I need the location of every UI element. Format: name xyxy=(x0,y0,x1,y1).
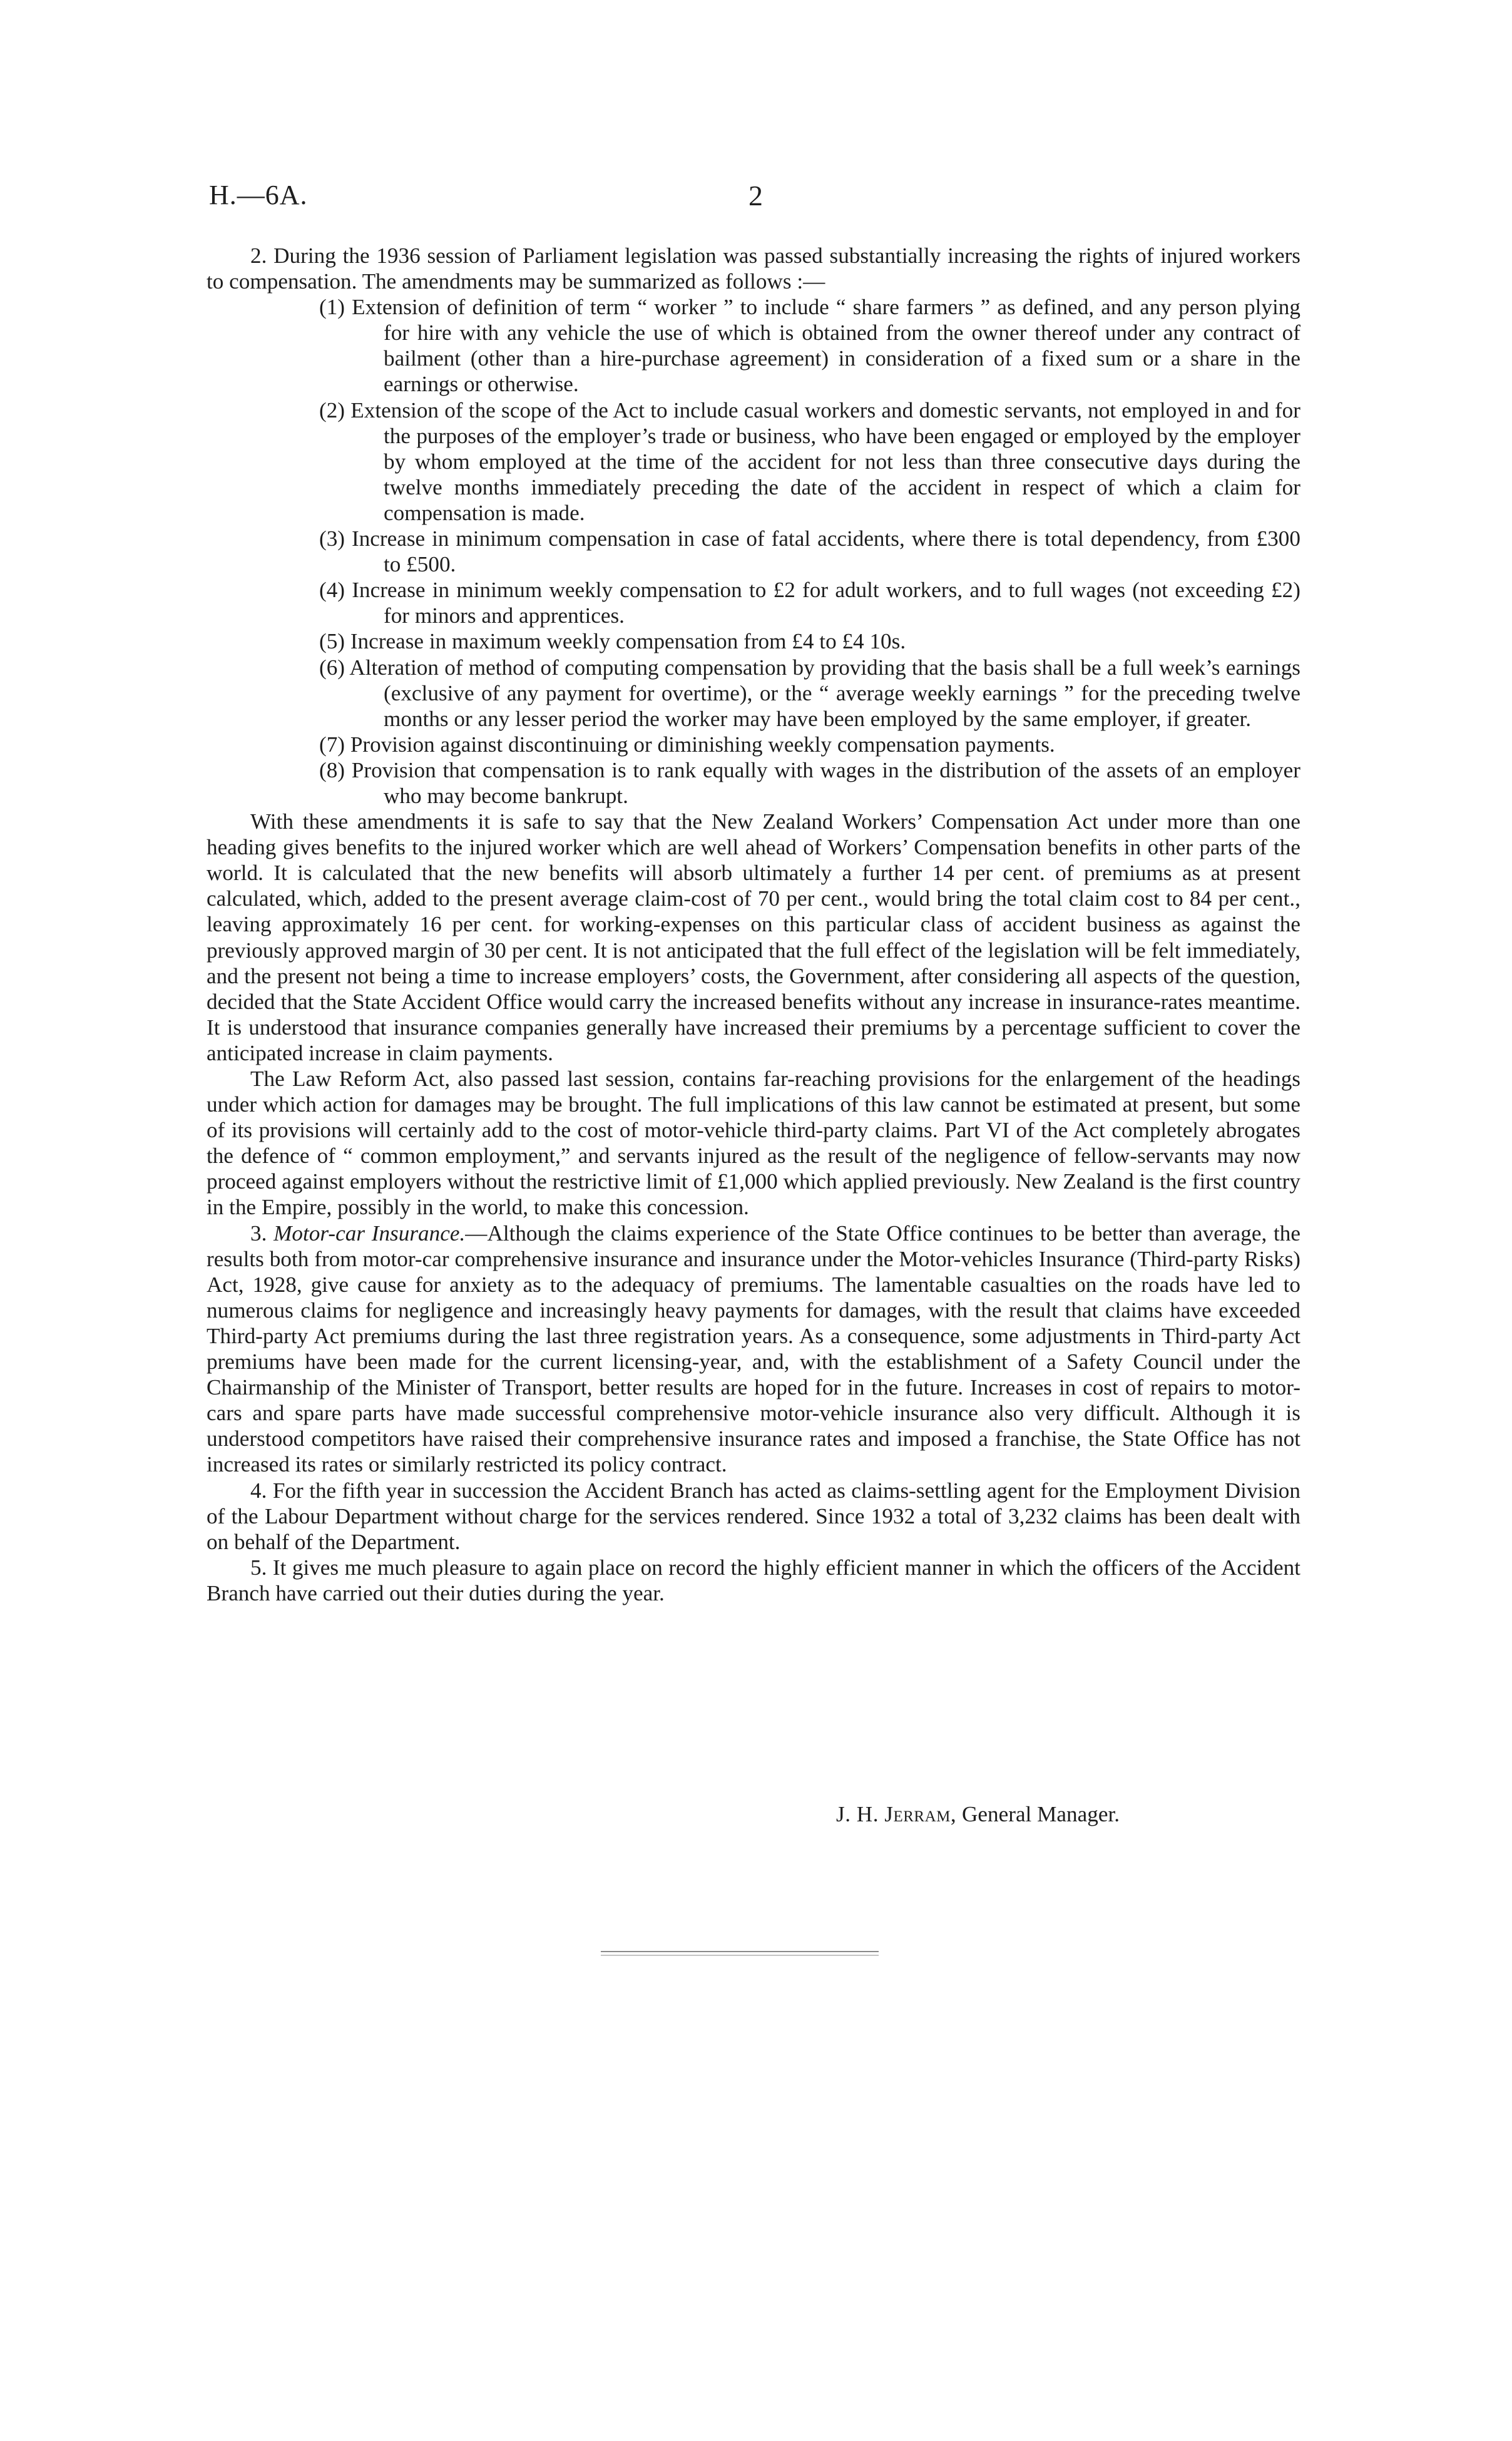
section-3-body: —Although the claims experience of the State Office continues to be better than average, the results both from motor-car comprehensive insurance and insurance under the Motor-vehicles Insurance (Third-party Risks) Act, 1928, give cause for anxiety as to the adequacy of premiums. The lamentable casualties on the roads have led to numerous claims for negligence and increasingly heavy payments for damages, with the result that claims have exceeded Third-party Act premiums during the last three registration years. As a consequence, some adjustments in Third-party Act premiums have been made for the current licensing-year, and, with the establishment of a Safety Council under the Chairmanship of the Minister of Transport, better results are hoped for in the future. Increases in cost of repairs to motor-cars and spare parts have made successful comprehensive motor-vehicle insurance also very difficult. Although it is understood competitors have raised their comprehensive insurance rates and imposed a franchise, the State Office has not increased its rates or similarly restricted its policy contract. xyxy=(207,1220,1300,1477)
end-rule-divider xyxy=(601,1951,879,1956)
amendment-item-3: (3) Increase in minimum compensation in case of fatal accidents, where there is total dependency, from £300 to £500. xyxy=(319,526,1300,577)
section-5-paragraph: 5. It gives me much pleasure to again place on record the highly efficient manner in which the officers of the Accident Branch have carried out their duties during the year. xyxy=(207,1555,1300,1605)
amendment-item-8: (8) Provision that compensation is to rank equally with wages in the distribution of the assets of an employer who may become bankrupt. xyxy=(319,757,1300,808)
document-body xyxy=(207,243,1300,1606)
amendment-item-1: (1) Extension of definition of term “ worker ” to include “ share farmers ” as defined, and any person plying for hire with any vehicle the use of which is obtained from the owner thereof under any contract of bailment (other than a hire-purchase agreement) in consideration of a fixed sum or a share in the earnings or otherwise. xyxy=(319,295,1300,397)
signatory-name: J. H. Jerram, xyxy=(836,1802,957,1826)
amendment-item-7: (7) Provision against discontinuing or diminishing weekly compensation payments. xyxy=(319,732,1055,757)
amendments-summary-paragraph: With these amendments it is safe to say that the New Zealand Workers’ Compensation Act under more than one heading gives benefits to the injured worker which are well ahead of Workers’ Compensation benefits in other parts of the world. It is calculated that the new benefits will absorb ultimately a further 14 per cent. of premiums as at present calculated, which, added to the present average claim-cost of 70 per cent., would bring the total claim cost to 84 per cent., leaving approximately 16 per cent. for working-expenses on this particular class of accident business as against the previously approved margin of 30 per cent. It is not anticipated that the full effect of the legislation will be felt immediately, and the present not being a time to increase employers’ costs, the Government, after considering all aspects of the question, decided that the State Accident Office would carry the increased benefits without any increase in insurance-rates meantime. It is understood that insurance companies generally have increased their premiums by a percentage sufficient to cover the anticipated increase in claim payments. xyxy=(207,809,1300,1065)
page-number: 2 xyxy=(748,180,763,212)
signatory-title: General Manager. xyxy=(956,1802,1120,1826)
signature-line xyxy=(836,1801,1120,1827)
section-3-heading: Motor-car Insurance. xyxy=(273,1220,466,1246)
law-reform-paragraph: The Law Reform Act, also passed last session, contains far-reaching provisions for the enlargement of the headings under which action for damages may be brought. The full implications of this law cannot be estimated at present, but some of its provisions will certainly add to the cost of motor-vehicle third-party claims. Part VI of the Act completely abrogates the defence of “ common employment,” and servants injured as the result of the negligence of fellow-servants may now proceed against employers without the restrictive limit of £1,000 which applied previously. New Zealand is the first country in the Empire, possibly in the world, to make this concession. xyxy=(207,1067,1300,1220)
report-code: H.—6A. xyxy=(209,180,308,210)
amendment-item-6: (6) Alteration of method of computing compensation by providing that the basis shall be a full week’s earnings (exclusive of any payment for overtime), or the “ average weekly earnings ” for the preceding twelve months or any lesser period the worker may have been employed by the same employer, if greater. xyxy=(319,655,1300,731)
amendment-item-4: (4) Increase in minimum weekly compensation to £2 for adult workers, and to full wages (not exceeding £2) for minors and apprentices. xyxy=(319,578,1300,628)
section-3-number: 3. xyxy=(250,1220,274,1246)
amendment-item-5: (5) Increase in maximum weekly compensation from £4 to £4 10s. xyxy=(319,629,906,654)
section-4-paragraph: 4. For the fifth year in succession the Accident Branch has acted as claims-settling agent for the Employment Division of the Labour Department without charge for the services rendered. Since 1932 a total of 3,232 claims has been dealt with on behalf of the Department. xyxy=(207,1478,1300,1554)
section-2-intro: 2. During the 1936 session of Parliament legislation was passed substantially increasing the rights of injured workers to compensation. The amendments may be summarized as follows :— xyxy=(207,243,1300,294)
section-3-paragraph xyxy=(207,1220,1300,1478)
amendment-item-2: (2) Extension of the scope of the Act to include casual workers and domestic servants, not employed in and for the purposes of the employer’s trade or business, who have been engaged or employed by the employer by whom employed at the time of the accident for not less than three consecutive days during the twelve months immediately preceding the date of the accident in respect of which a claim for compensation is made. xyxy=(319,397,1300,525)
